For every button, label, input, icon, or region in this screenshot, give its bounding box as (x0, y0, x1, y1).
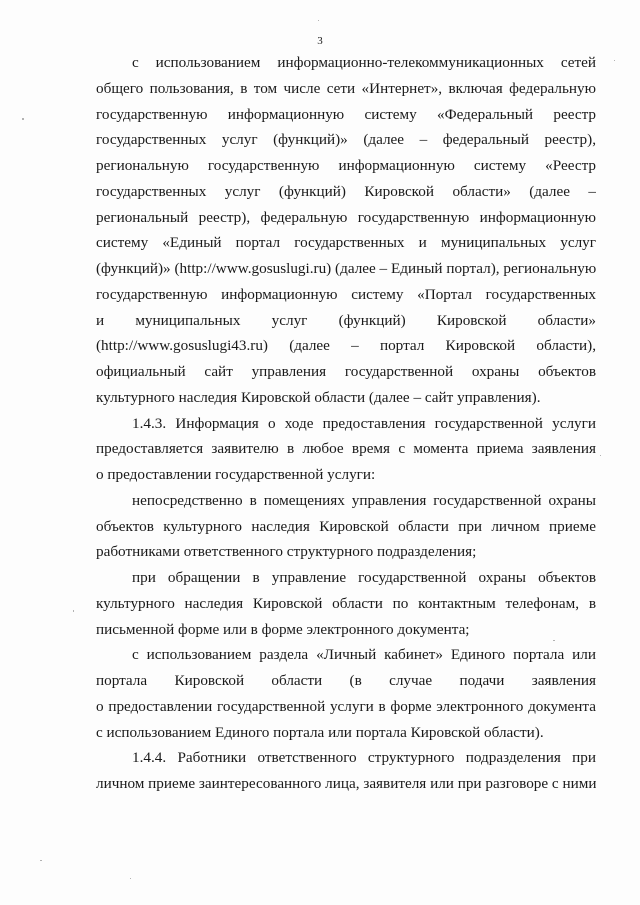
text-line: и муниципальных услуг (функций) Кировской области» (96, 311, 596, 329)
text-line: государственную информационную систему «Портал государственных (96, 285, 596, 303)
text-line: с использованием Единого портала или портала Кировской области). (96, 723, 544, 741)
text-line: объектов культурного наследия Кировской области при личном приеме (96, 517, 596, 535)
page-number: 3 (317, 35, 323, 47)
text-line: государственных услуг (функций) Кировской области» (далее – (96, 182, 596, 200)
text-line: непосредственно в помещениях управления государственной охраны (132, 491, 596, 509)
text-line: государственных услуг (функций)» (далее – федеральный реестр), (96, 131, 596, 149)
text-line: (http://www.gosuslugi43.ru) (далее – портал Кировской области), (96, 337, 596, 355)
text-line: государственную информационную систему «Федеральный реестр (96, 105, 596, 123)
text-line: с использованием информационно-телекоммуникационных сетей (132, 54, 596, 71)
text-line: общего пользования, в том числе сети «Интернет», включая федеральную (96, 79, 596, 97)
text-line: работниками ответственного структурного подразделения; (96, 543, 477, 561)
text-line: культурного наследия Кировской области (далее – сайт управления). (96, 388, 541, 406)
text-line: 1.4.3. Информация о ходе предоставления государственной услуги (132, 414, 596, 432)
text-line: систему «Единый портал государственных и муниципальных услуг (96, 234, 596, 252)
text-line: (функций)» (http://www.gosuslugi.ru) (далее – Единый портал), региональную (96, 260, 596, 277)
text-line: портала Кировской области (в случае подачи заявления (96, 672, 596, 689)
text-line: письменной форме или в форме электронного документа; (96, 620, 470, 638)
text-line: личном приеме заинтересованного лица, заявителя или при разговоре с ними (96, 775, 596, 792)
text-line: 1.4.4. Работники ответственного структурного подразделения при (132, 749, 596, 767)
text-line: предоставляется заявителю в любое время с момента приема заявления (96, 440, 596, 458)
text-line: региональный реестр), федеральную государственную информационную (96, 208, 596, 226)
text-line: о предоставлении государственной услуги: (96, 466, 376, 483)
text-line: о предоставлении государственной услуги в форме электронного документа (96, 697, 596, 715)
text-line: региональную государственную информационную систему «Реестр (96, 157, 596, 174)
text-line: с использованием раздела «Личный кабинет» Единого портала или (132, 646, 596, 664)
text-line: при обращении в управление государственной охраны объектов (132, 569, 596, 586)
body-text (96, 50, 596, 797)
text-line: официальный сайт управления государственной охраны объектов (96, 363, 596, 380)
text-line: культурного наследия Кировской области по контактным телефонам, в (96, 594, 596, 612)
